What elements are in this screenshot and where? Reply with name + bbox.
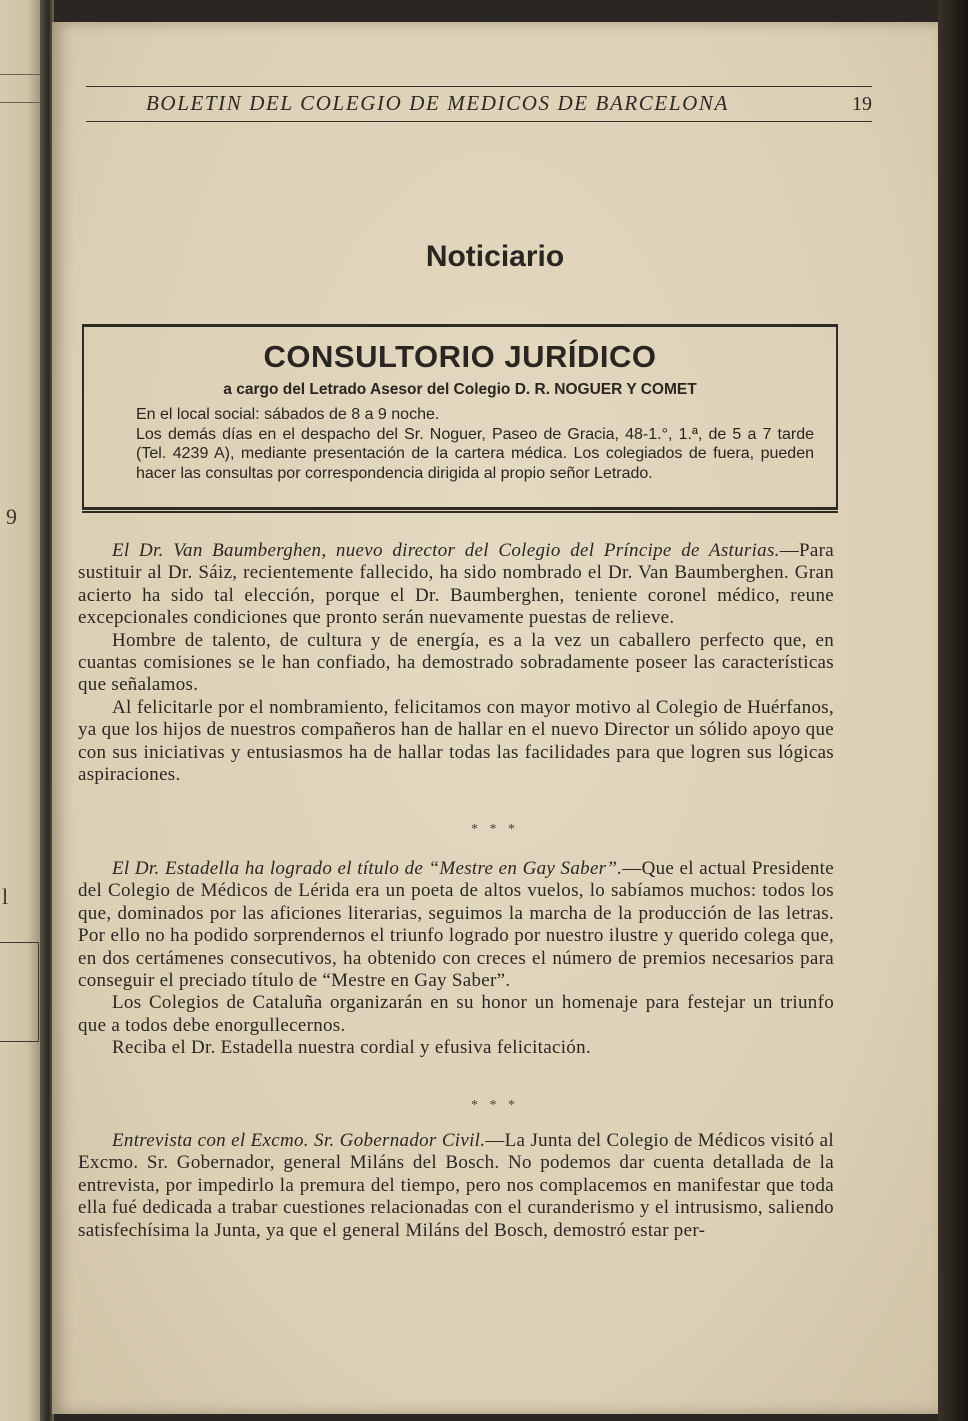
facing-page-box	[0, 942, 39, 1042]
notice-title: CONSULTORIO JURÍDICO	[263, 339, 657, 374]
article-heading: El Dr. Van Baumberghen, nuevo director del Colegio del Príncipe de Asturias.	[112, 540, 780, 561]
article-van-baumberghen	[78, 540, 834, 786]
article-paragraph: —La Junta del Colegio de Médicos visitó al Excmo. Sr. Gobernador, general Miláns del Bosch. No podemos dar cuenta detallada de la entrevista, por impedirlo la premura del tiempo, pero nos complacemos en manifestar que toda ella fué dedicada a trabar cuestiones relacionadas con el curanderismo y el intrusismo, saliendo satisfechísima la Junta, ya que el general Miláns del Bosch, demostró estar per-	[78, 1130, 834, 1241]
running-header	[86, 86, 872, 122]
separator-asterisks: * * *	[471, 1098, 519, 1113]
article-paragraph: Al felicitarle por el nombramiento, felicitamos con mayor motivo al Colegio de Huérfanos, ya que los hijos de nuestros compañeros han de hallar en el nuevo Director un sólido apoyo que con sus iniciativas y entusiasmos ha de hallar todas las facilidades para que logren sus lógicas aspiraciones.	[78, 696, 834, 786]
separator-asterisks: * * *	[471, 822, 519, 837]
facing-page-mark: 9	[6, 504, 17, 529]
article-paragraph: Reciba el Dr. Estadella nuestra cordial y efusiva felicitación.	[112, 1037, 591, 1059]
article-gobernador	[78, 1130, 834, 1242]
article-paragraph: Hombre de talento, de cultura y de energía, es a la vez un caballero perfecto que, en cuantas comisiones se le han confiado, ha demostrado sobradamente poseer las características que señalamos.	[78, 629, 834, 696]
notice-box	[82, 324, 838, 510]
page-number: 19	[852, 93, 872, 115]
notice-line: Los demás días en el despacho del Sr. Noguer, Paseo de Gracia, 48-1.°, 1.ª, de 5 a 7 tarde (Tel. 4239 A), mediante presentación de la cartera médica. Los colegiados de fuera, pueden hacer las consultas por correspondencia dirigida al propio señor Letrado.	[136, 425, 814, 482]
article-paragraph: —Para sustituir al Dr. Sáiz, recientemente fallecido, ha sido nombrado el Dr. Van Baumberghen. Gran acierto ha sido tal elección, porque el Dr. Baumberghen, teniente coronel médico, reune excepcionales condiciones que pronto serán nuevamente puestas de relieve.	[78, 540, 834, 629]
journal-title: BOLETIN DEL COLEGIO DE MEDICOS DE BARCELONA	[146, 91, 729, 115]
notice-line: En el local social: sábados de 8 a 9 noche.	[136, 406, 440, 423]
article-paragraph: —Que el actual Presidente del Colegio de Médicos de Lérida era un poeta de altos vuelos, lo sabíamos muchos: todos los que, dominados por las aficiones literarias, seguimos la marcha de la producción de las letras. Por ello no ha podido sorprendernos el triunfo logrado por nuestro ilustre y querido colega que, en dos certámenes consecutivos, ha obtenido con creces el número de premios necesarios para conseguir el preciado título de “Mestre en Gay Saber”.	[78, 858, 834, 992]
article-paragraph: Los Colegios de Cataluña organizarán en su honor un homenaje para festejar un triunfo que a todos debe enorgullecernos.	[78, 992, 834, 1036]
notice-bottom-rule	[82, 511, 838, 513]
article-heading: Entrevista con el Excmo. Sr. Gobernador Civil.	[112, 1130, 486, 1151]
book-edge	[938, 0, 968, 1421]
article-estadella	[78, 858, 834, 1060]
article-heading: El Dr. Estadella ha logrado el título de “Mestre en Gay Saber”.	[112, 858, 623, 879]
notice-subtitle: a cargo del Letrado Asesor del Colegio D. R. NOGUER Y COMET	[223, 381, 697, 398]
notice-body	[104, 405, 814, 483]
facing-page-rule	[0, 102, 40, 103]
facing-page-mark: l	[2, 884, 9, 909]
facing-page-rule	[0, 74, 40, 75]
section-title: Noticiario	[425, 240, 565, 273]
document-page	[52, 22, 938, 1414]
